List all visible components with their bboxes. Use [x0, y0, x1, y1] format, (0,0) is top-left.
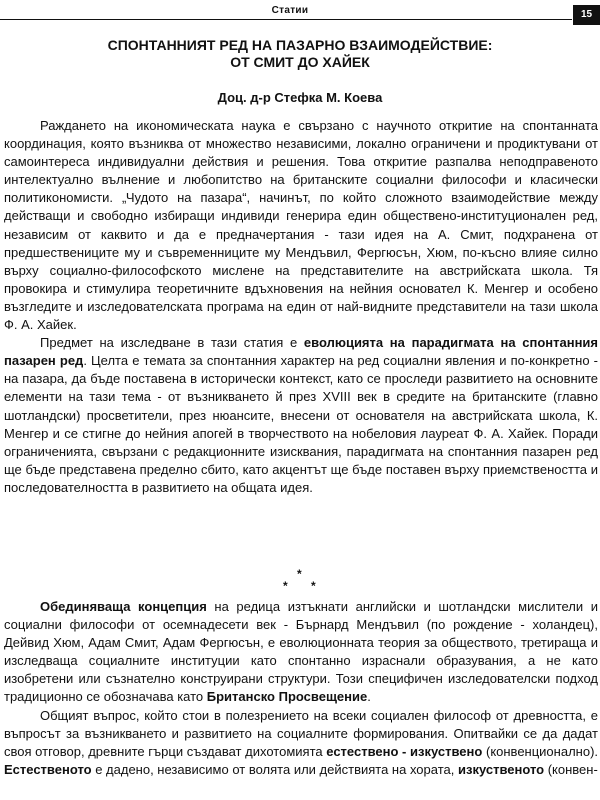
article-body-part-2	[4, 598, 598, 779]
article-title	[0, 37, 600, 71]
paragraph-2	[4, 334, 598, 497]
paragraph-1: Раждането на икономическата наука е свързано с научното откритие на спонтанната координация, която възниква от множество независими, локално ограничени и продиктувани от самоинтереса индивидуални действия и решения. Това откритие разпалва неподправеното интелектуално вълнение и любопитство на британските социални философи и класически политикономисти. „Чудото на пазара“, начинът, по който сложното взаимодействие между действащи и свободно избиращи индивиди генерира един обществено-институционален ред, независим от каквито и да е предначертания - тази идея на А. Смит, подхранена от предшествениците му и съвременниците му Мендъвил, Фергюсън, Хюм, по-късно влияе силно върху социално-философското мислене на представителите на австрийската школа. Тя провокира и стимулира теоретичните вдъхновения на нейния основател К. Менгер и особено възгледите и изследователската програма на един от най-видните представители на тази школа Ф. А. Хайек.	[4, 118, 598, 333]
separator-star-left: *	[283, 579, 288, 593]
p2-emphasis: еволюцията на парадигмата на спонтанния пазарен ред	[4, 335, 598, 369]
paragraph-4	[4, 707, 598, 779]
p4-emphasis-3: изкуственото	[457, 761, 545, 777]
author-name: Доц. д-р Стефка М. Коева	[217, 90, 383, 105]
separator-star-right: *	[311, 579, 316, 593]
p4-emphasis-2: Естественото	[4, 761, 92, 777]
p4-text-d: (конвен-	[544, 761, 598, 777]
p4-text-c: е дадено, независимо от волята или действията на хората,	[91, 761, 458, 777]
p2-text-b: . Целта е темата за спонтанния характер на ред социални явления и по-конкретно - на пазара, да бъде поставена в исторически контекст, като се проследи развитието на основните елементи на тази тема - от възникването й през XVIII век в средите на британските (главно шотландски) просветители, през нюансите, внесени от основателя на австрийската школа, К. Менгер и се стигне до нейния апогей в творчеството на нобеловия лауреат Ф. А. Хайек. Поради ограниченията, свързани с редакционните изисквания, парадигмата на спонтанния пазарен ред ще бъде представена пределно сбито, като акцентът ще бъде поставен върху приемствеността и последователността в развитието на общата идея.	[4, 353, 598, 495]
p3-emphasis-1: Обединяваща концепция	[40, 599, 207, 614]
page-number: 15	[573, 5, 600, 25]
title-line-1: СПОНТАННИЯТ РЕД НА ПАЗАРНО ВЗАИМОДЕЙСТВИЕ:	[107, 37, 493, 53]
p2-text-a: Предмет на изследване в тази статия е	[40, 335, 304, 351]
running-header	[0, 0, 600, 26]
p4-text-a: Общият въпрос, който стои в полезрението на всеки социален философ от древността, е въпросът за възникването и развитието на социалните формирования. Опитвайки се да дадат своя отговор, древните гърци създават дихотомията	[4, 707, 598, 759]
header-rule	[0, 19, 572, 20]
title-line-2: ОТ СМИТ ДО ХАЙЕК	[230, 54, 370, 70]
section-separator	[0, 567, 600, 597]
p4-text-b: (конвенционално).	[482, 743, 599, 759]
section-label: Статии	[271, 5, 309, 16]
article-body-part-1	[4, 117, 598, 497]
p3-emphasis-2: Британско Просвещение	[206, 689, 368, 705]
p4-emphasis-1: естествено - изкуствено	[326, 743, 483, 759]
paragraph-3	[4, 598, 598, 707]
separator-star-top: *	[297, 567, 302, 581]
p3-text-b: .	[367, 689, 371, 705]
p3-text-a: на редица изтъкнати английски и шотландски мислители и социални философи от осемнадесети век - Бърнард Мендъвил (по рождение - холандец), Дейвид Хюм, Адам Смит, Адам Фергюсън, е еволюционната теория за обществото, третираща и изследваща социалните институции като спонтанно израснали образувания, а не като изобретени или съзнателно конструирани структури. Този специфичен изследователски подход традиционно се обозначава като	[4, 599, 598, 705]
